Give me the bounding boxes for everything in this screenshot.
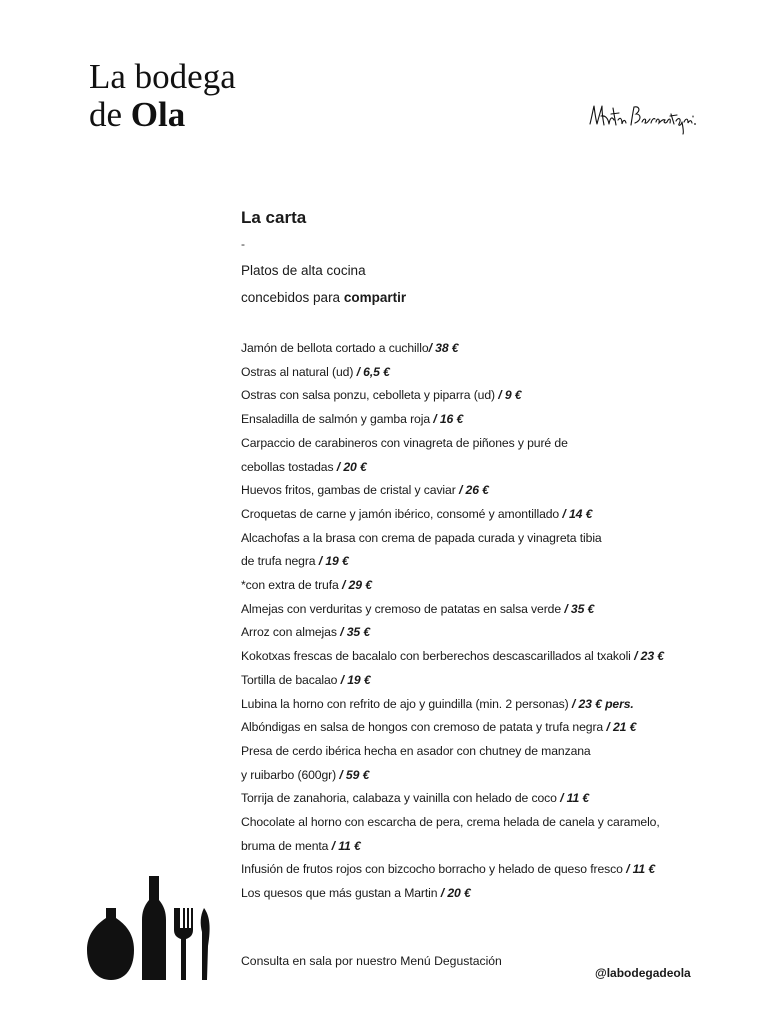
menu-list	[241, 337, 711, 906]
menu-item-price: / 21 €	[606, 720, 637, 735]
menu-line	[241, 550, 711, 574]
social-handle: @labodegadeola	[595, 966, 691, 980]
menu-item-text: Presa de cerdo ibérica hecha en asador con chutney de manzana	[241, 743, 591, 758]
menu-item-text: Kokotxas frescas de bacalalo con berberechos descascarillados al txakoli	[241, 649, 635, 664]
menu-item-text: bruma de menta	[241, 838, 332, 853]
menu-item-price: / 19 €	[318, 554, 349, 569]
menu-line	[241, 858, 711, 882]
menu-line	[241, 503, 711, 527]
menu-item-price: / 16 €	[433, 412, 464, 427]
menu-item-price: / 29 €	[341, 578, 372, 593]
menu-item-text: Los quesos que más gustan a Martin	[241, 886, 441, 901]
brand-line-2-bold: Ola	[130, 95, 186, 134]
menu-item-text: y ruibarbo (600gr)	[241, 767, 340, 782]
menu-item-price: / 11 €	[626, 862, 656, 877]
menu-item-text: Alcachofas a la brasa con crema de papada curada y vinagreta tibia	[241, 530, 602, 545]
menu-line	[241, 479, 711, 503]
menu-item-text: Lubina la horno con refrito de ajo y guindilla (min. 2 personas)	[241, 696, 572, 711]
tagline-2-bold: compartir	[343, 290, 407, 305]
menu-item-text: de trufa negra	[241, 554, 319, 569]
menu-item-price: / 20 €	[440, 886, 471, 901]
menu-item-price: / 35 €	[340, 625, 371, 640]
tagline-1: Platos de alta cocina	[241, 263, 366, 278]
menu-item-text: Infusión de frutos rojos con bizcocho borracho y helado de queso fresco	[241, 862, 627, 877]
menu-line	[241, 882, 711, 906]
menu-line	[241, 337, 711, 361]
menu-line	[241, 693, 711, 717]
menu-item-price: / 38 €	[428, 341, 459, 355]
menu-item-text: Croquetas de carne y jamón ibérico, consomé y amontillado	[241, 506, 563, 521]
menu-line	[241, 645, 711, 669]
menu-line	[241, 669, 711, 693]
menu-line	[241, 811, 711, 835]
bottles-cutlery-icon	[84, 874, 214, 982]
menu-item-price: / 11 €	[331, 838, 361, 853]
menu-item-price: / 35 €	[564, 601, 595, 616]
menu-item-text: Torrija de zanahoria, calabaza y vainilla con helado de coco	[241, 791, 561, 806]
menu-item-text: Ostras con salsa ponzu, cebolleta y piparra (ud)	[241, 388, 499, 403]
menu-item-text: Carpaccio de carabineros con vinagreta de piñones y puré de	[241, 435, 568, 450]
menu-item-price: / 19 €	[340, 672, 371, 687]
menu-item-price: / 23 €	[634, 649, 664, 664]
menu-item-text: Almejas con verduritas y cremoso de patatas en salsa verde	[241, 601, 565, 616]
menu-title: La carta	[241, 208, 307, 227]
menu-item-text: Tortilla de bacalao	[241, 672, 341, 687]
tagline-2-prefix: concebidos para	[241, 290, 344, 305]
menu-item-text: Huevos fritos, gambas de cristal y caviar	[241, 483, 459, 498]
menu-line	[241, 361, 711, 385]
tagline-2	[241, 284, 711, 311]
menu-item-text: Ostras al natural (ud)	[241, 364, 357, 379]
menu-line	[241, 384, 711, 408]
menu-item-text: Chocolate al horno con escarcha de pera, crema helada de canela y caramelo,	[241, 815, 660, 830]
title-dash: -	[241, 237, 245, 251]
menu-line	[241, 787, 711, 811]
brand-logo	[89, 58, 236, 134]
menu-line	[241, 621, 711, 645]
menu-line	[241, 574, 711, 598]
menu-item-text: *con extra de trufa	[241, 578, 342, 593]
footer-note: Consulta en sala por nuestro Menú Degustación	[241, 954, 502, 968]
menu-card	[241, 205, 711, 922]
menu-item-price: / 20 €	[336, 459, 367, 474]
signature-icon	[587, 100, 699, 136]
menu-item-text: Albóndigas en salsa de hongos con cremoso de patata y trufa negra	[241, 720, 607, 735]
menu-item-price: / 11 €	[560, 791, 590, 806]
menu-line	[241, 764, 711, 788]
menu-line	[241, 456, 711, 480]
menu-line	[241, 408, 711, 432]
menu-line	[241, 716, 711, 740]
brand-line-2	[89, 96, 236, 134]
menu-item-text: Ensaladilla de salmón y gamba roja	[241, 412, 434, 427]
menu-item-price: / 9 €	[498, 388, 522, 403]
menu-line	[241, 598, 711, 622]
brand-line-1: La bodega	[89, 57, 236, 96]
menu-item-text: Arroz con almejas	[241, 625, 341, 640]
menu-item-price: / 59 €	[339, 767, 370, 782]
menu-item-text: Jamón de bellota cortado a cuchillo	[241, 341, 429, 355]
menu-item-price: / 26 €	[458, 483, 489, 498]
menu-item-text: cebollas tostadas	[241, 459, 337, 474]
menu-line	[241, 835, 711, 859]
menu-line	[241, 740, 711, 764]
menu-item-price: / 6,5 €	[356, 364, 390, 379]
brand-line-2-prefix: de	[89, 95, 131, 134]
menu-line	[241, 432, 711, 456]
menu-item-price: / 14 €	[562, 506, 593, 521]
menu-item-price: / 23 € pers.	[571, 696, 634, 711]
menu-line	[241, 527, 711, 551]
